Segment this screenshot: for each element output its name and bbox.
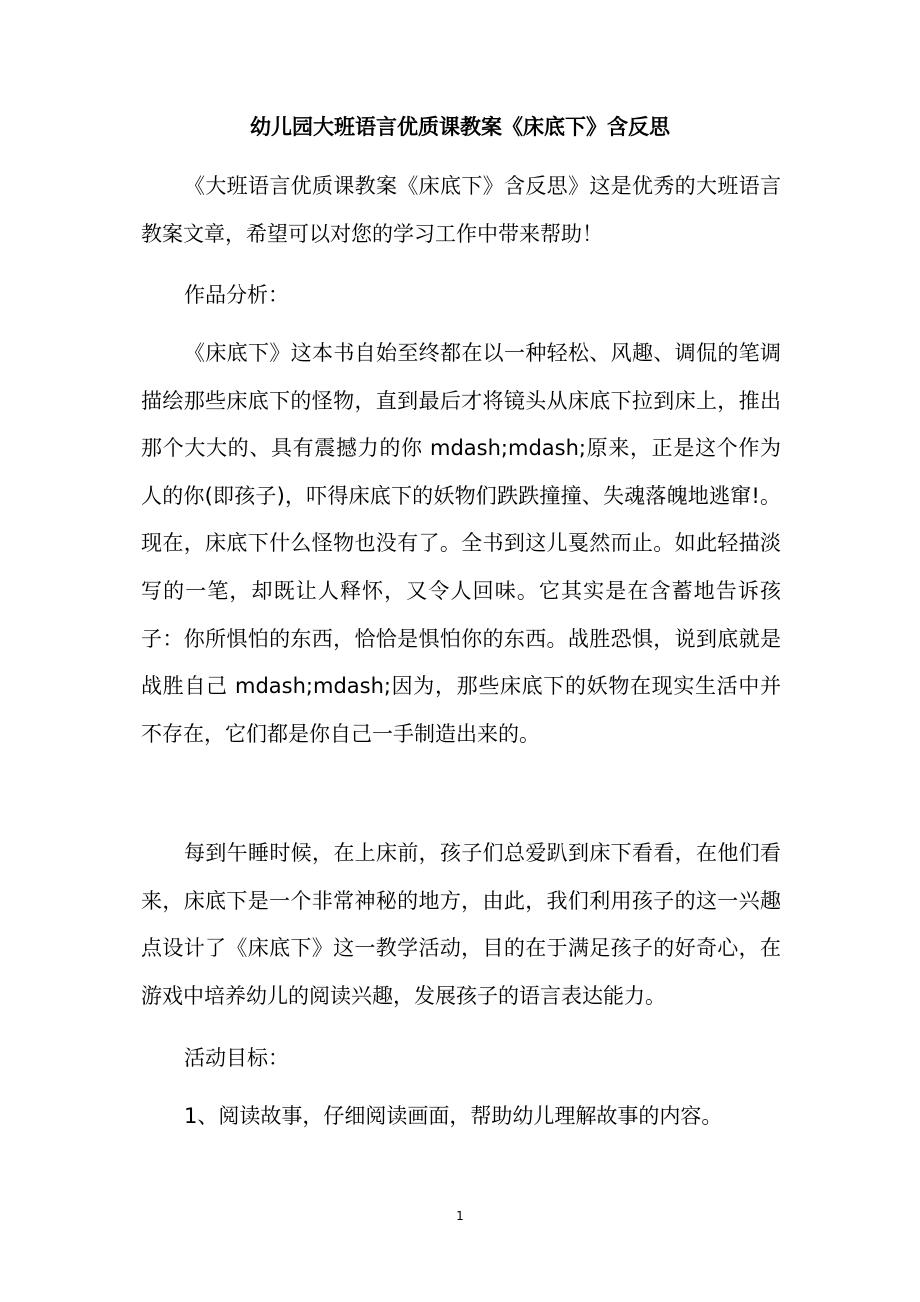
analysis-paragraph: 《床底下》这本书自始至终都在以一种轻松、风趣、调侃的笔调描绘那些床底下的怪物，直到最后才将镜头从床底下拉到床上，推出那个大大的、具有震撼力的你 mdash;mdash;原来，正是这个作为人的你(即孩子)，吓得床底下的妖物们跌跌撞撞、失魂落魄地逃窜!。现在，床底下什么怪物也没有了。全书到这儿戛然而止。如此轻描淡写的一笔，却既让人释怀，又令人回味。它其实是在含蓄地告诉孩子：你所惧怕的东西，恰恰是惧怕你的东西。战胜恐惧，说到底就是战胜自己 mdash;mdash;因为，那些床底下的妖物在现实生活中并不存在，它们都是你自己一手制造出来的。 xyxy=(141,341,781,746)
intro-paragraph: 《大班语言优质课教案《床底下》含反思》这是优秀的大班语言教案文章，希望可以对您的学习工作中带来帮助！ xyxy=(141,174,781,246)
document-title: 幼儿园大班语言优质课教案《床底下》含反思 xyxy=(250,115,670,139)
design-paragraph: 每到午睡时候，在上床前，孩子们总爱趴到床下看看，在他们看来，床底下是一个非常神秘的地方，由此，我们利用孩子的这一兴趣点设计了《床底下》这一教学活动，目的在于满足孩子的好奇心，在游戏中培养幼儿的阅读兴趣，发展孩子的语言表达能力。 xyxy=(141,841,781,1008)
goals-heading: 活动目标： xyxy=(184,1046,289,1070)
page-number: 1 xyxy=(456,1209,464,1223)
goal-item-1: 1、阅读故事，仔细阅读画面，帮助幼儿理解故事的内容。 xyxy=(184,1104,723,1128)
analysis-heading: 作品分析： xyxy=(184,283,289,307)
